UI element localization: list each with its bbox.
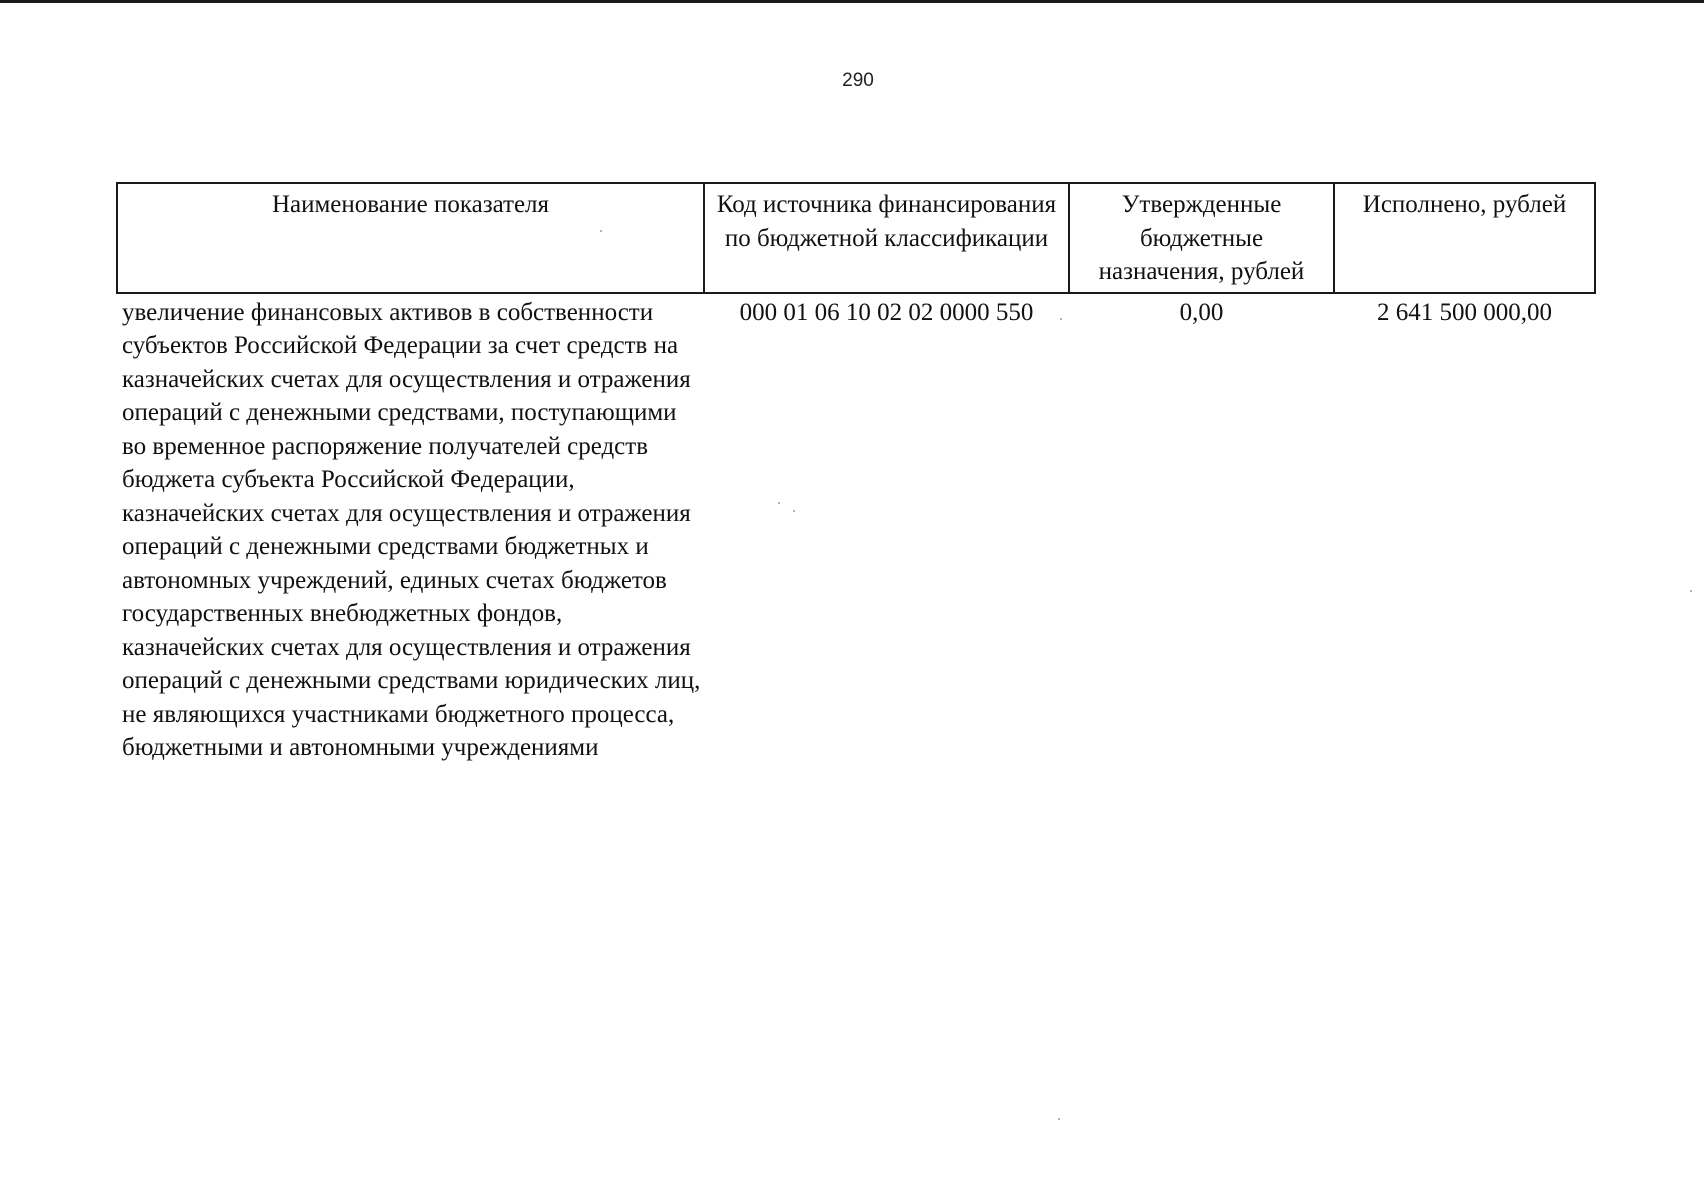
page-number: 290 bbox=[842, 70, 874, 91]
header-approved-amount: Утвержденные бюджетные назначения, рублей bbox=[1069, 183, 1334, 293]
budget-sources-table bbox=[116, 182, 1596, 765]
scan-speck bbox=[778, 502, 780, 504]
executed-amount-cell: 2 641 500 000,00 bbox=[1377, 298, 1552, 326]
scan-speck bbox=[1060, 318, 1062, 320]
indicator-name-cell: увеличение финансовых активов в собственности субъектов Российской Федерации за счет средств на казначейских счетах для осуществления и отражения операций с денежными средствами, поступающими во временное распоряжение получателей средств бюджета субъекта Российской Федерации, казначейских счетах для осуществления и отражения операций с денежными средствами бюджетных и автономных учреждений, единых счетах бюджетов государственных внебюджетных фондов, казначейских счетах для осуществления и отражения операций с денежными средствами юридических лиц, не являющихся участниками бюджетного процесса, бюджетными и автономными учреждениями bbox=[122, 298, 701, 761]
header-executed-amount: Исполнено, рублей bbox=[1334, 183, 1595, 293]
top-border-rule bbox=[0, 0, 1704, 3]
table-header bbox=[117, 183, 1595, 293]
header-row bbox=[117, 183, 1595, 293]
scan-speck bbox=[1690, 590, 1692, 592]
scan-speck bbox=[793, 510, 795, 512]
table-body bbox=[117, 293, 1595, 765]
header-indicator-name: Наименование показателя bbox=[117, 183, 704, 293]
header-source-code: Код источника финансирования по бюджетной классификации bbox=[704, 183, 1069, 293]
source-code-cell: 000 01 06 10 02 02 0000 550 bbox=[739, 298, 1034, 326]
table-row bbox=[117, 293, 1595, 765]
approved-amount-cell: 0,00 bbox=[1179, 298, 1224, 326]
scan-speck bbox=[600, 230, 602, 232]
scan-speck bbox=[1058, 1118, 1060, 1120]
